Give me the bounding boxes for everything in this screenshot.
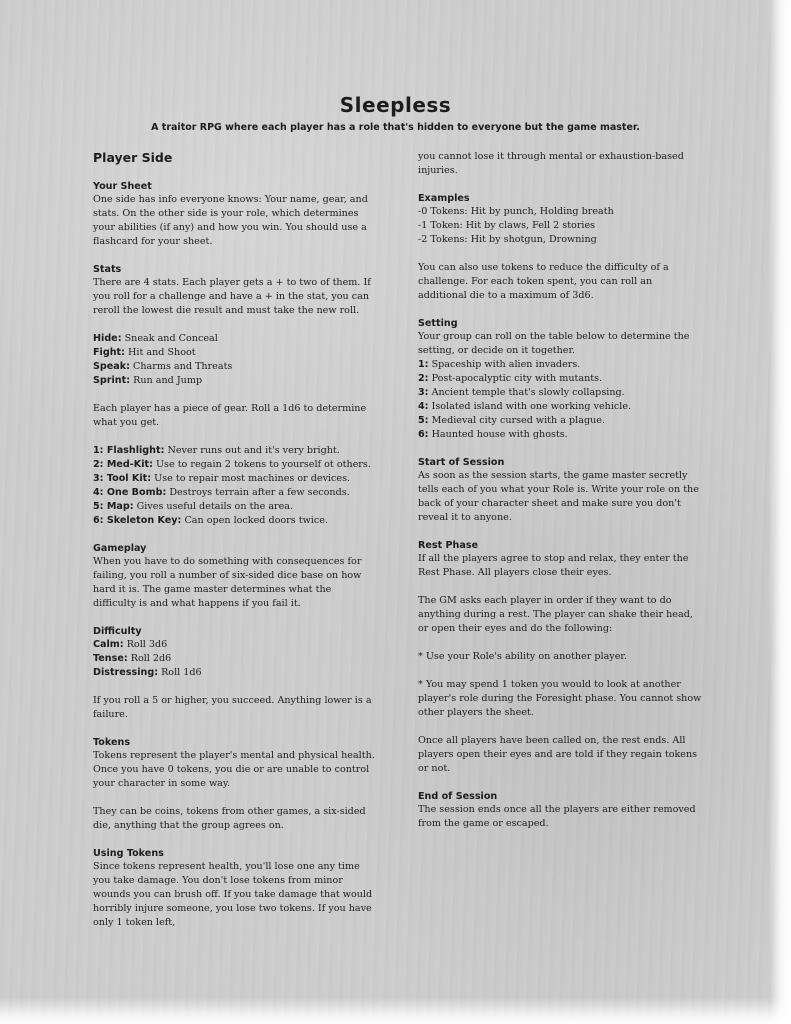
gear-item [93, 472, 375, 486]
start-of-session-heading: Start of Session [418, 457, 505, 468]
example-line: -2 Tokens: Hit by shotgun, Drowning [418, 234, 597, 245]
your-sheet-section [93, 180, 375, 249]
gear-item [93, 486, 375, 500]
your-sheet-text: One side has info everyone knows: Your name, gear, and stats. On the other side is your role, which determines your abilities (if any) and how you win. You should use a flashcard for your sheet. [93, 194, 368, 247]
rest-phase-text-2: The GM asks each player in order if they want to do anything during a rest. The player can shake their head, or open their eyes and do the following: [418, 595, 693, 634]
setting-value: Post-apocalyptic city with mutants. [428, 373, 603, 384]
using-tokens-section [93, 847, 375, 930]
stats-list [93, 332, 375, 388]
difficulty-value: Roll 1d6 [158, 667, 202, 678]
difficulty-text: If you roll a 5 or higher, you succeed. Anything lower is a failure. [93, 695, 372, 720]
stats-section [93, 263, 375, 528]
page-edge-bottom [0, 998, 791, 1024]
setting-list [418, 358, 703, 442]
difficulty-section [93, 625, 375, 722]
gear-key: 6: Skeleton Key: [93, 515, 182, 526]
gear-value: Use to regain 2 tokens to yourself ot others. [152, 459, 371, 470]
setting-item [418, 400, 703, 414]
setting-value: Haunted house with ghosts. [428, 429, 568, 440]
tokens-text-2: They can be coins, tokens from other games, a six-sided die, anything that the group agrees on. [93, 806, 366, 831]
stats-text: There are 4 stats. Each player gets a + to two of them. If you roll for a challenge and have a + in the stat, you can reroll the lowest die result and must take the new roll. [93, 277, 371, 316]
difficulty-key: Tense: [93, 653, 128, 664]
setting-value: Spaceship with alien invaders. [428, 359, 581, 370]
gear-item [93, 514, 375, 528]
setting-value: Medieval city cursed with a plague. [428, 415, 606, 426]
start-of-session-section [418, 456, 703, 525]
setting-value: Ancient temple that's slowly collapsing. [428, 387, 625, 398]
stats-heading: Stats [93, 264, 122, 275]
using-tokens-continued: you cannot lose it through mental or exhaustion-based injuries. [418, 151, 684, 176]
setting-heading: Setting [418, 318, 458, 329]
player-side-heading: Player Side [93, 150, 173, 165]
gear-value: Destroys terrain after a few seconds. [166, 487, 350, 498]
page-edge [769, 0, 791, 1024]
rest-phase-section [418, 539, 703, 776]
end-of-session-heading: End of Session [418, 791, 498, 802]
stat-value: Charms and Threats [129, 361, 233, 372]
stat-item [93, 374, 375, 388]
setting-key: 3: [418, 387, 429, 398]
rest-phase-text-4: * You may spend 1 token you would to look at another player's role during the Foresight phase. You cannot show other players the sheet. [418, 679, 702, 718]
examples-text: You can also use tokens to reduce the difficulty of a challenge. For each token spent, you can roll an additional die to a maximum of 3d6. [418, 262, 669, 301]
gear-value: Use to repair most machines or devices. [151, 473, 351, 484]
gear-intro: Each player has a piece of gear. Roll a 1d6 to determine what you get. [93, 403, 367, 428]
using-tokens-text: Since tokens represent health, you'll lose one any time you take damage. You don't lose tokens from minor wounds you can brush off. If you take damage that would horribly injure someone, you lose two tokens. If you have only 1 token left, [93, 861, 373, 928]
gear-key: 1: Flashlight: [93, 445, 165, 456]
right-column [418, 150, 703, 845]
difficulty-item [93, 652, 375, 666]
difficulty-value: Roll 3d6 [123, 639, 168, 650]
setting-value: Isolated island with one working vehicle. [428, 401, 632, 412]
tokens-heading: Tokens [93, 737, 131, 748]
difficulty-key: Calm: [93, 639, 124, 650]
difficulty-key: Distressing: [93, 667, 159, 678]
rest-phase-text-3: * Use your Role's ability on another player. [418, 651, 627, 662]
start-of-session-text: As soon as the session starts, the game master secretly tells each of you what your Role is. Write your role on the back of your character sheet and make sure you don't reveal it to anyone. [418, 470, 699, 523]
stat-key: Sprint: [93, 375, 131, 386]
document-subtitle: A traitor RPG where each player has a role that's hidden to everyone but the game master. [151, 122, 640, 133]
setting-item [418, 386, 703, 400]
setting-item [418, 372, 703, 386]
examples-heading: Examples [418, 193, 470, 204]
document-title: Sleepless [339, 93, 452, 117]
gear-key: 4: One Bomb: [93, 487, 167, 498]
gear-item [93, 500, 375, 514]
setting-key: 6: [418, 429, 429, 440]
stat-key: Speak: [93, 361, 130, 372]
examples-section [418, 192, 703, 303]
gear-list [93, 444, 375, 528]
gear-key: 3: Tool Kit: [93, 473, 152, 484]
setting-key: 2: [418, 373, 429, 384]
setting-item [418, 358, 703, 372]
gear-value: Can open locked doors twice. [181, 515, 328, 526]
using-tokens-heading: Using Tokens [93, 848, 164, 859]
stat-key: Fight: [93, 347, 125, 358]
setting-key: 5: [418, 415, 429, 426]
setting-key: 1: [418, 359, 429, 370]
stat-value: Sneak and Conceal [121, 333, 218, 344]
your-sheet-heading: Your Sheet [93, 181, 152, 192]
gear-key: 5: Map: [93, 501, 134, 512]
gear-value: Never runs out and it's very bright. [164, 445, 340, 456]
rest-phase-text-1: If all the players agree to stop and relax, they enter the Rest Phase. All players close their eyes. [418, 553, 689, 578]
left-column [93, 151, 375, 944]
setting-item [418, 428, 703, 442]
stat-item [93, 360, 375, 374]
setting-text: Your group can roll on the table below to determine the setting, or decide on it together. [418, 331, 690, 356]
tokens-section [93, 736, 375, 833]
gameplay-heading: Gameplay [93, 543, 147, 554]
stat-value: Hit and Shoot [124, 347, 196, 358]
end-of-session-section [418, 790, 703, 831]
document-header [0, 93, 791, 133]
gear-item [93, 444, 375, 458]
gear-key: 2: Med-Kit: [93, 459, 153, 470]
difficulty-heading: Difficulty [93, 626, 142, 637]
difficulty-item [93, 638, 375, 652]
setting-key: 4: [418, 401, 429, 412]
end-of-session-text: The session ends once all the players are either removed from the game or escaped. [418, 804, 696, 829]
stat-key: Hide: [93, 333, 122, 344]
example-line: -0 Tokens: Hit by punch, Holding breath [418, 206, 614, 217]
difficulty-list [93, 638, 375, 680]
gear-value: Gives useful details on the area. [133, 501, 294, 512]
tokens-text-1: Tokens represent the player's mental and physical health. Once you have 0 tokens, you die or are unable to control your character in some way. [93, 750, 375, 789]
stat-value: Run and Jump [130, 375, 203, 386]
setting-section [418, 317, 703, 442]
setting-item [418, 414, 703, 428]
difficulty-value: Roll 2d6 [127, 653, 172, 664]
gameplay-section [93, 542, 375, 611]
gear-item [93, 458, 375, 472]
stat-item [93, 332, 375, 346]
difficulty-item [93, 666, 375, 680]
rest-phase-heading: Rest Phase [418, 540, 479, 551]
stat-item [93, 346, 375, 360]
rest-phase-text-5: Once all players have been called on, the rest ends. All players open their eyes and are told if they regain tokens or not. [418, 735, 698, 774]
gameplay-text: When you have to do something with consequences for failing, you roll a number of six-sided dice base on how hard it is. The game master determines what the difficulty is and what happens if you fail it. [93, 556, 362, 609]
example-line: -1 Token: Hit by claws, Fell 2 stories [418, 220, 596, 231]
